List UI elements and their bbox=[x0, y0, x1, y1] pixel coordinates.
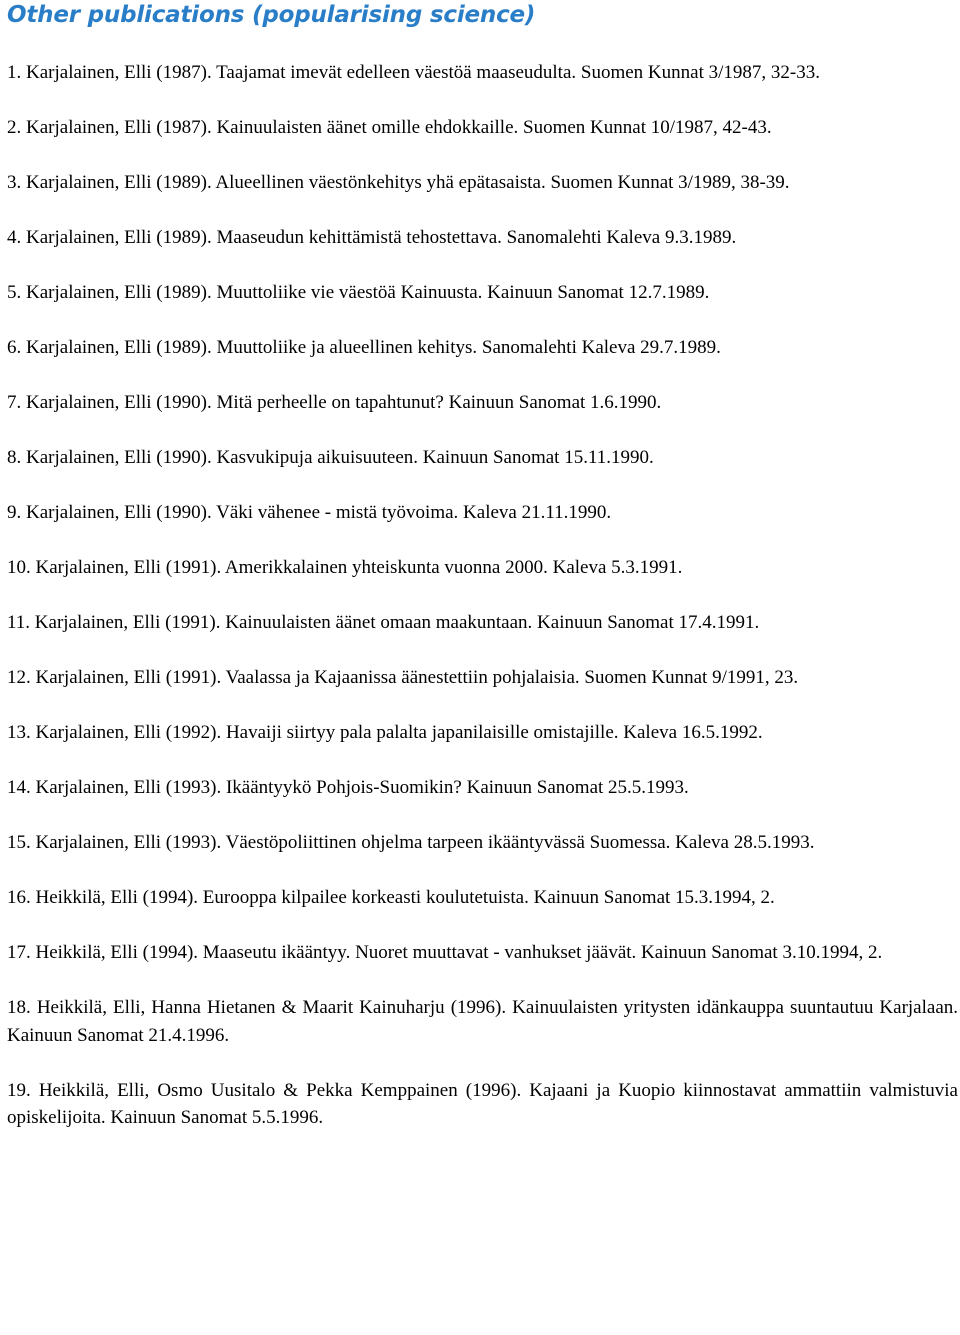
publication-item: 4. Karjalainen, Elli (1989). Maaseudun kehittämistä tehostettava. Sanomalehti Kaleva 9.3.1989. bbox=[7, 227, 737, 248]
publication-item: 3. Karjalainen, Elli (1989). Alueellinen väestönkehitys yhä epätasaista. Suomen Kunnat 3/1989, 38-39. bbox=[7, 172, 790, 193]
document-page bbox=[7, 0, 958, 1159]
publication-item: 19. Heikkilä, Elli, Osmo Uusitalo & Pekka Kemppainen (1996). Kajaani ja Kuopio kiinnostavat ammattiin valmistuvia opiskelijoita. Kainuun Sanomat 5.5.1996. bbox=[7, 1079, 958, 1128]
publication-item: 10. Karjalainen, Elli (1991). Amerikkalainen yhteiskunta vuonna 2000. Kaleva 5.3.1991. bbox=[7, 557, 683, 578]
publication-item: 11. Karjalainen, Elli (1991). Kainuulaisten äänet omaan maakuntaan. Kainuun Sanomat 17.4.1991. bbox=[7, 612, 760, 633]
publication-item: 17. Heikkilä, Elli (1994). Maaseutu ikääntyy. Nuoret muuttavat - vanhukset jäävät. Kainuun Sanomat 3.10.1994, 2. bbox=[7, 942, 883, 963]
section-heading: Other publications (popularising science) bbox=[7, 2, 536, 28]
publication-item: 15. Karjalainen, Elli (1993). Väestöpoliittinen ohjelma tarpeen ikääntyvässä Suomessa. Kaleva 28.5.1993. bbox=[7, 832, 815, 853]
publication-item: 16. Heikkilä, Elli (1994). Eurooppa kilpailee korkeasti koulutetuista. Kainuun Sanomat 15.3.1994, 2. bbox=[7, 887, 775, 908]
publication-item: 9. Karjalainen, Elli (1990). Väki vähenee - mistä työvoima. Kaleva 21.11.1990. bbox=[7, 502, 612, 523]
publication-item: 1. Karjalainen, Elli (1987). Taajamat imevät edelleen väestöä maaseudulta. Suomen Kunnat 3/1987, 32-33. bbox=[7, 62, 820, 83]
publication-item: 13. Karjalainen, Elli (1992). Havaiji siirtyy pala palalta japanilaisille omistajille. Kaleva 16.5.1992. bbox=[7, 722, 763, 743]
publication-item: 18. Heikkilä, Elli, Hanna Hietanen & Maarit Kainuharju (1996). Kainuulaisten yritysten idänkauppa suuntautuu Karjalaan. Kainuun Sanomat 21.4.1996. bbox=[7, 997, 958, 1046]
publication-item: 7. Karjalainen, Elli (1990). Mitä perheelle on tapahtunut? Kainuun Sanomat 1.6.1990. bbox=[7, 392, 662, 413]
publication-item: 8. Karjalainen, Elli (1990). Kasvukipuja aikuisuuteen. Kainuun Sanomat 15.11.1990. bbox=[7, 447, 654, 468]
publication-item: 6. Karjalainen, Elli (1989). Muuttoliike ja alueellinen kehitys. Sanomalehti Kaleva 29.7.1989. bbox=[7, 337, 721, 358]
publication-item: 12. Karjalainen, Elli (1991). Vaalassa ja Kajaanissa äänestettiin pohjalaisia. Suomen Kunnat 9/1991, 23. bbox=[7, 667, 799, 688]
publication-item: 5. Karjalainen, Elli (1989). Muuttoliike vie väestöä Kainuusta. Kainuun Sanomat 12.7.1989. bbox=[7, 282, 710, 303]
publication-item: 14. Karjalainen, Elli (1993). Ikääntyykö Pohjois-Suomikin? Kainuun Sanomat 25.5.1993. bbox=[7, 777, 689, 798]
publication-item: 2. Karjalainen, Elli (1987). Kainuulaisten äänet omille ehdokkaille. Suomen Kunnat 10/1987, 42-43. bbox=[7, 117, 772, 138]
publication-list bbox=[7, 59, 958, 1132]
